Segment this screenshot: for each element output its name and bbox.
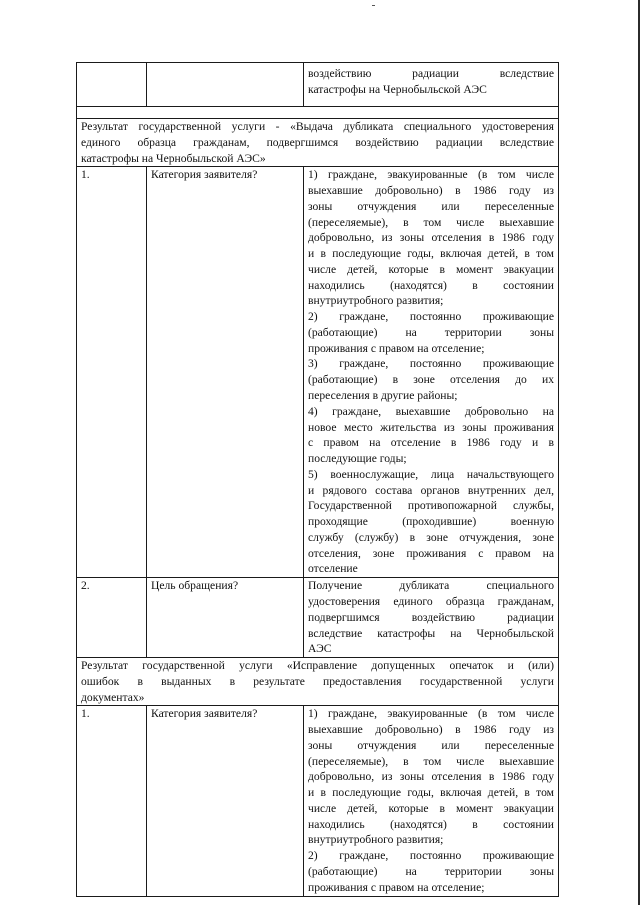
table-row (77, 167, 559, 578)
section-result-cell (77, 119, 559, 167)
section-result-row (77, 119, 559, 167)
row-question: Категория заявителя? (147, 706, 304, 896)
text-line: переселения в другие районы; (308, 389, 458, 403)
text-line: числе детей, которые в момент эвакуации (308, 801, 554, 815)
result-line: Результат государственной услуги - «Выдача дубликата специального удостоверения (81, 120, 554, 133)
text-line: вследствие катастрофы на Чернобыльской (308, 626, 554, 640)
result-line: документах» (81, 690, 145, 704)
text-line: выехавшие добровольно) в 1986 году из (308, 723, 554, 737)
text-line: (переселяемые), в том числе выехавшие (308, 754, 554, 768)
text-line: удостоверения единого образца гражданам, (308, 594, 554, 608)
text-line: (работающие) на территории зоны (308, 864, 554, 878)
text-line: воздействию радиации вследствие (308, 67, 554, 80)
text-line: и в последующие годы, включая детей, в том (308, 786, 554, 800)
row-number: 1. (77, 167, 147, 578)
text-line: выехавшие добровольно) в 1986 году из (308, 184, 554, 198)
text-line: 3) граждане, постоянно проживающие (308, 357, 554, 371)
text-line: и в последующие годы, включая детей, в том (308, 247, 554, 261)
answer-cell (304, 578, 559, 658)
text-line: катастрофы на Чернобыльской АЭС (308, 82, 487, 96)
scan-artifact (372, 5, 375, 6)
row-number: 2. (77, 578, 147, 658)
answer-cell (304, 167, 559, 578)
text-line: (работающие) на территории зоны (308, 325, 554, 339)
empty-cell (147, 63, 304, 107)
result-line: ошибок в выданных в результате предоставления государственной услуги (81, 674, 554, 688)
text-line: 5) военнослужащие, лица начальствующего (308, 467, 554, 481)
text-line: проживания с правом на отселение; (308, 880, 485, 894)
table-row-continuation (77, 63, 559, 107)
text-line: 1) граждане, эвакуированные (в том числе (308, 707, 554, 721)
text-line: проходящие (проходившие) военную (308, 515, 554, 529)
text-line: проживания с правом на отселение; (308, 341, 485, 355)
text-line: находились (находятся) в состоянии (308, 278, 554, 292)
table-row-spacer (77, 107, 559, 119)
row-question: Цель обращения? (147, 578, 304, 658)
text-line: последующие годы; (308, 452, 407, 466)
text-line: отселение (308, 562, 358, 576)
text-line: зоны отчуждения или переселенные (308, 738, 554, 752)
text-line: Государственной противопожарной службы, (308, 499, 554, 513)
text-line: отселения, зоне проживания с правом на (308, 546, 554, 560)
table-row (77, 578, 559, 658)
text-line: Получение дубликата специального (308, 579, 554, 593)
text-line: АЭС (308, 642, 332, 656)
text-line: добровольно, из зоны отселения в 1986 году (308, 231, 554, 245)
text-line: внутриутробного развития; (308, 294, 444, 308)
text-line: 1) граждане, эвакуированные (в том числе (308, 168, 554, 182)
row-question: Категория заявителя? (147, 167, 304, 578)
text-line: 4) граждане, выехавшие добровольно на (308, 404, 554, 418)
text-line: подвергшимся воздействию радиации (308, 610, 554, 624)
empty-cell (77, 63, 147, 107)
text-line: службу (службу) в зоне отчуждения, зоне (308, 530, 554, 544)
answer-cell (304, 63, 559, 107)
answer-cell (304, 706, 559, 896)
spacer-cell (77, 107, 559, 119)
row-number: 1. (77, 706, 147, 896)
text-line: добровольно, из зоны отселения в 1986 году (308, 770, 554, 784)
text-line: с правом на отселение в 1986 году и в (308, 436, 554, 450)
result-line: катастрофы на Чернобыльской АЭС» (81, 151, 266, 165)
section-result-row (77, 658, 559, 706)
text-line: и рядового состава органов внутренних дел, (308, 483, 554, 497)
text-line: числе детей, которые в момент эвакуации (308, 262, 554, 276)
result-line: единого образца гражданам, подвергшимся воздействию радиации вследствие (81, 135, 554, 149)
text-line: 2) граждане, постоянно проживающие (308, 849, 554, 863)
text-line: внутриутробного развития; (308, 833, 444, 847)
result-line: Результат государственной услуги «Исправление допущенных опечаток и (или) (81, 659, 554, 673)
section-result-cell (77, 658, 559, 706)
services-table (76, 62, 559, 897)
text-line: находились (находятся) в состоянии (308, 817, 554, 831)
text-line: зоны отчуждения или переселенные (308, 199, 554, 213)
text-line: новое место жительства из зоны проживания (308, 420, 554, 434)
text-line: 2) граждане, постоянно проживающие (308, 310, 554, 324)
table-row (77, 706, 559, 896)
text-line: (работающие) в зоне отселения до их (308, 373, 554, 387)
text-line: (переселяемые), в том числе выехавшие (308, 215, 554, 229)
